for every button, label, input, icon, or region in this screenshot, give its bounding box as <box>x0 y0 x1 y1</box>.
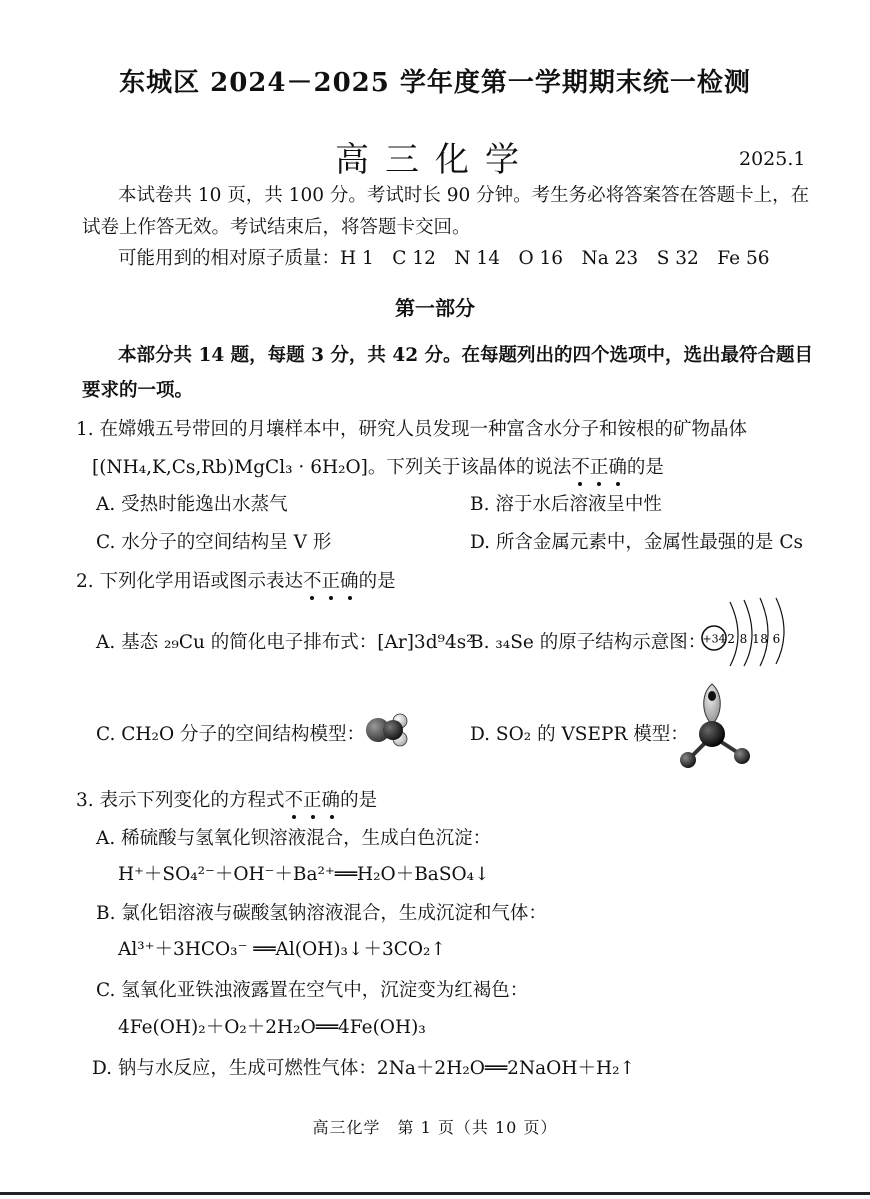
carbon-atom <box>383 720 403 740</box>
q2-option-b: B. ₃₄Se 的原子结构示意图： <box>470 632 707 653</box>
bottom-rule <box>0 1192 870 1195</box>
q2-option-c: C. CH₂O 分子的空间结构模型： <box>96 724 366 745</box>
intro-line-1: 本试卷共 10 页，共 100 分。考试时长 90 分钟。考生务必将答案答在答题卡上，在 <box>118 185 810 206</box>
q3-option-d: D. 钠与水反应，生成可燃性气体：2Na＋2H₂O══2NaOH＋H₂↑ <box>92 1058 636 1079</box>
intro-line-2: 试卷上作答无效。考试结束后，将答题卡交回。 <box>82 217 471 238</box>
q3-option-b: B. 氯化铝溶液与碳酸氢钠溶液混合，生成沉淀和气体： <box>96 903 547 924</box>
q1-emphasis: 不正确 <box>571 453 627 479</box>
part-instruction-1: 本部分共 14 题，每题 3 分，共 42 分。在每题列出的四个选项中，选出最符合题目 <box>118 345 814 366</box>
q1-option-b: B. 溶于水后溶液呈中性 <box>470 494 662 515</box>
sulfur-atom <box>699 721 725 747</box>
q3-stem: 3. 表示下列变化的方程式 <box>76 790 285 811</box>
q1-option-a: A. 受热时能逸出水蒸气 <box>96 494 288 515</box>
page-footer: 高三化学 第 1 页（共 10 页） <box>312 1118 558 1137</box>
q3-tail: 的是 <box>340 790 378 811</box>
oxygen-atom-2 <box>734 748 750 764</box>
q2-tail: 的是 <box>358 571 396 592</box>
q2-emphasis: 不正确 <box>303 567 359 593</box>
q2-stem-line <box>76 567 396 593</box>
q1-tail: 的是 <box>626 457 664 478</box>
q3-equation-a: H⁺＋SO₄²⁻＋OH⁻＋Ba²⁺══H₂O＋BaSO₄↓ <box>118 864 490 885</box>
q1-option-c: C. 水分子的空间结构呈 V 形 <box>96 532 332 553</box>
q2-option-a: A. 基态 ₂₉Cu 的简化电子排布式：[Ar]3d⁹4s² <box>96 632 474 653</box>
q1-option-d: D. 所含金属元素中，金属性最强的是 Cs <box>470 532 803 553</box>
lone-pair-dot <box>708 691 716 701</box>
se-atom-diagram <box>700 596 800 668</box>
part-heading: 第一部分 <box>395 296 475 320</box>
q1-formula: [(NH₄,K,Cs,Rb)MgCl₃ · 6H₂O]。下列关于该晶体的说法 <box>92 457 572 478</box>
q2-stem: 2. 下列化学用语或图示表达 <box>76 571 304 592</box>
ch2o-model <box>364 710 414 750</box>
q3-option-c: C. 氢氧化亚铁浊液露置在空气中，沉淀变为红褐色： <box>96 980 529 1001</box>
q1-formula-line <box>92 453 664 479</box>
lone-pair-lobe <box>704 684 721 724</box>
q1-stem: 1. 在嫦娥五号带回的月壤样本中，研究人员发现一种富含水分子和铵根的矿物晶体 <box>76 419 748 440</box>
se-nucleus-charge: +34 <box>702 632 726 646</box>
subject-title: 高三化学 <box>335 140 535 180</box>
part-instruction-2: 要求的一项。 <box>82 380 194 401</box>
q3-equation-c: 4Fe(OH)₂＋O₂＋2H₂O══4Fe(OH)₃ <box>118 1017 426 1038</box>
q3-emphasis: 不正确 <box>285 786 341 812</box>
q3-equation-b: Al³⁺＋3HCO₃⁻ ══Al(OH)₃↓＋3CO₂↑ <box>118 939 446 960</box>
q3-stem-line <box>76 786 377 812</box>
so2-vsepr-model <box>676 682 756 774</box>
q2-option-d: D. SO₂ 的 VSEPR 模型： <box>470 724 689 745</box>
exam-date: 2025.1 <box>739 148 806 170</box>
atomic-masses: 可能用到的相对原子质量：H 1 C 12 N 14 O 16 Na 23 S 32 Fe 56 <box>118 248 770 269</box>
oxygen-atom-1 <box>680 752 696 768</box>
se-shell-4 <box>776 598 784 664</box>
se-shell-counts: 2 8 18 6 <box>727 632 781 646</box>
exam-title: 东城区 2024－2025 学年度第一学期期末统一检测 <box>119 68 751 98</box>
q3-option-a: A. 稀硫酸与氢氧化钡溶液混合，生成白色沉淀： <box>96 828 492 849</box>
